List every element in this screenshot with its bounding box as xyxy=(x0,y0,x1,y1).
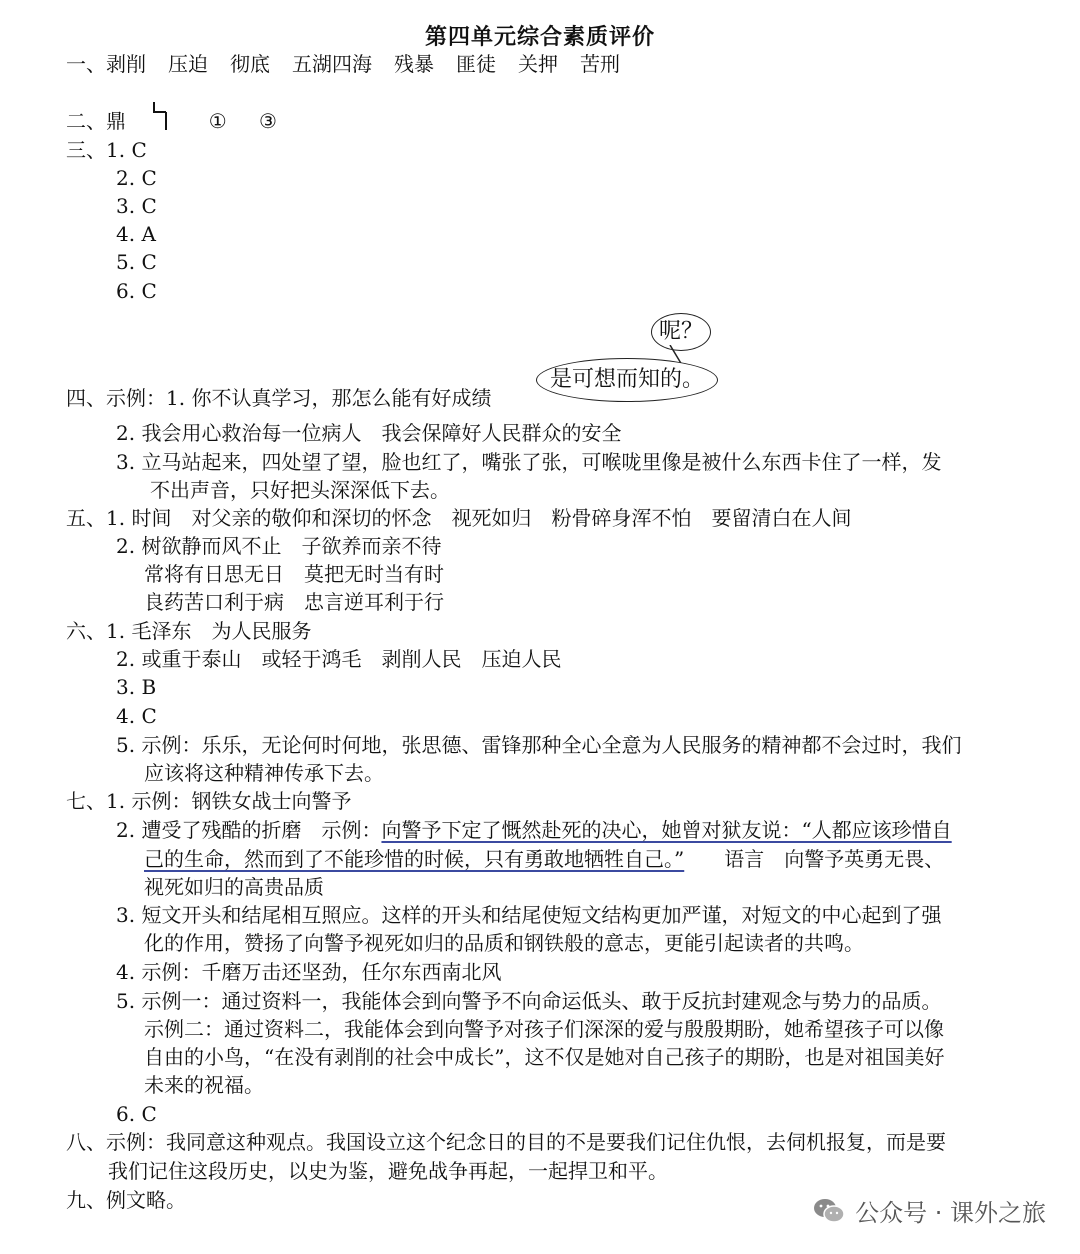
answer-text: 未来的祝福。 xyxy=(144,1073,264,1097)
answer-text: 语言 向警予英勇无畏、 xyxy=(684,847,945,871)
watermark-text: 公众号 · 课外之旅 xyxy=(855,1199,1046,1227)
bubble-text: 呢？ xyxy=(658,319,703,344)
answer-text: 示例：我同意这种观点。我国设立这个纪念日的目的不是要我们记住仇恨，去伺机报复，而是要 xyxy=(106,1130,946,1154)
answer-text: 2. 或重于泰山 或轻于鸿毛 剥削人民 压迫人民 xyxy=(116,647,562,671)
section-4 xyxy=(66,384,491,412)
answer-text: 我们记住这段历史，以史为鉴，避免战争再起，一起捍卫和平。 xyxy=(108,1159,668,1183)
answer-text: 1. 毛泽东 为人民服务 xyxy=(106,619,312,643)
answer-text: 6. C xyxy=(116,1102,157,1126)
section-7 xyxy=(66,787,351,815)
speech-bubble-large xyxy=(536,358,718,402)
answer-text: 化的作用，赞扬了向警予视死如归的品质和钢铁般的意志，更能引起读者的共鸣。 xyxy=(144,931,864,955)
answer-text: 自由的小鸟，“在没有剥削的社会中成长”，这不仅是她对自己孩子的期盼，也是对祖国美好 xyxy=(144,1045,945,1069)
section-6 xyxy=(66,617,311,645)
answer-item: 2. C xyxy=(116,166,157,190)
answer-item: 3. C xyxy=(116,194,157,218)
answer-text: 5. 示例：乐乐，无论何时何地，张思德、雷锋那种全心全意为人民服务的精神都不会过时，我们 xyxy=(116,733,962,757)
answer-text: 1. 时间 对父亲的敬仰和深切的怀念 视死如归 粉骨碎身浑不怕 要留清白在人间 xyxy=(106,506,852,530)
section-1-words xyxy=(106,52,620,76)
answer-text: 2. 我会用心救治每一位病人 我会保障好人民群众的安全 xyxy=(116,421,622,445)
section-1-label: 一、 xyxy=(66,52,106,76)
bubble-text: 是可想而知的。 xyxy=(549,367,704,392)
section-9 xyxy=(66,1186,186,1214)
page-title: 第四单元综合素质评价 xyxy=(424,25,655,50)
watermark xyxy=(813,1193,1046,1228)
word: 关押 xyxy=(518,52,558,76)
answer-text: 视死如归的高贵品质 xyxy=(144,875,324,899)
stroke-glyph-icon xyxy=(146,100,176,134)
answer-text: 例文略。 xyxy=(106,1188,186,1212)
answer-text: 3. B xyxy=(116,675,157,699)
answer-text xyxy=(144,845,944,873)
answer-text: 不出声音，只好把头深深低下去。 xyxy=(150,478,450,502)
answer-text: 示例：1. 你不认真学习，那怎么能有好成绩 xyxy=(106,386,492,410)
circled-number: ③ xyxy=(259,109,277,133)
section-8-label: 八、 xyxy=(66,1130,106,1154)
wechat-icon xyxy=(813,1197,845,1225)
word: 彻底 xyxy=(230,52,270,76)
answer-text: 4. C xyxy=(116,704,157,728)
word: 残暴 xyxy=(394,52,434,76)
answer-text: 3. 短文开头和结尾相互照应。这样的开头和结尾使短文结构更加严谨，对短文的中心起到了强 xyxy=(116,903,942,927)
answer-text: 5. 示例一：通过资料一，我能体会到向警予不向命运低头、敢于反抗封建观念与势力的品质。 xyxy=(116,989,942,1013)
word: 剥削 xyxy=(106,52,146,76)
answer-text: 4. 示例：千磨万击还坚劲，任尔东西南北风 xyxy=(116,960,502,984)
section-2-label: 二、鼎 xyxy=(66,109,126,133)
section-8 xyxy=(66,1128,946,1156)
word: 匪徒 xyxy=(456,52,496,76)
underlined-text: 向警予下定了慨然赴死的决心，她曾对狱友说：“人都应该珍惜自 xyxy=(381,818,952,842)
word: 压迫 xyxy=(168,52,208,76)
answer-text: 良药苦口利于病 忠言逆耳利于行 xyxy=(144,590,444,614)
answer-text: 3. 立马站起来，四处望了望，脸也红了，嘴张了张，可喉咙里像是被什么东西卡住了一样，发 xyxy=(116,450,942,474)
section-7-label: 七、 xyxy=(66,789,106,813)
section-3 xyxy=(66,136,147,164)
section-6-label: 六、 xyxy=(66,619,106,643)
section-3-label: 三、 xyxy=(66,138,106,162)
section-4-label: 四、 xyxy=(66,386,106,410)
answer-item: 6. C xyxy=(116,279,157,303)
underlined-text: 己的生命，然而到了不能珍惜的时候，只有勇敢地牺牲自己。” xyxy=(144,847,685,871)
section-9-label: 九、 xyxy=(66,1188,106,1212)
answer-item: 1. C xyxy=(106,138,147,162)
answer-text: 应该将这种精神传承下去。 xyxy=(144,761,384,785)
section-2 xyxy=(66,100,277,135)
answer-text: 2. 树欲静而风不止 子欲养而亲不待 xyxy=(116,534,442,558)
answer-text: 2. 遭受了残酷的折磨 示例： xyxy=(116,818,382,842)
circled-number: ① xyxy=(208,109,227,133)
section-5-label: 五、 xyxy=(66,506,106,530)
answer-item: 4. A xyxy=(116,222,156,246)
word: 苦刑 xyxy=(580,52,620,76)
section-5 xyxy=(66,504,851,532)
section-1 xyxy=(66,50,620,78)
answer-text: 1. 示例：钢铁女战士向警予 xyxy=(106,789,352,813)
word: 五湖四海 xyxy=(292,52,372,76)
answer-text: 示例二：通过资料二，我能体会到向警予对孩子们深深的爱与殷殷期盼，她希望孩子可以像 xyxy=(144,1017,944,1041)
answer-text: 常将有日思无日 莫把无时当有时 xyxy=(144,562,444,586)
answer-text xyxy=(116,816,952,844)
answer-item: 5. C xyxy=(116,250,157,274)
